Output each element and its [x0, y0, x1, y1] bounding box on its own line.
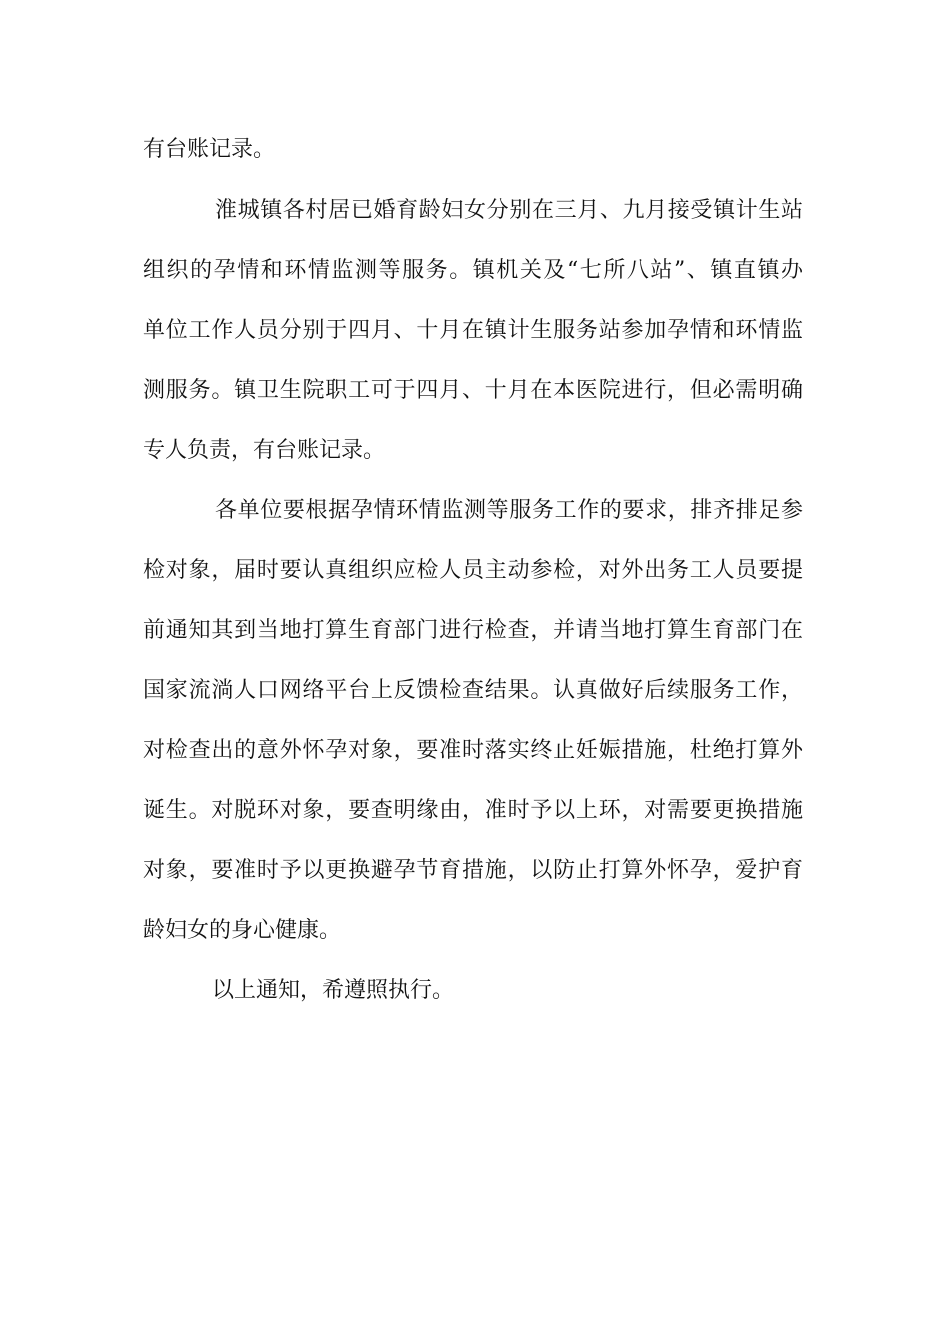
paragraph-line: 前通知其到当地打算生育部门进行检查，并请当地打算生育部门在 — [143, 618, 803, 643]
closing-line: 以上通知，希遵照执行。 — [212, 978, 455, 1003]
paragraph-line: 检对象，届时要认真组织应检人员主动参检，对外出务工人员要提 — [143, 558, 803, 583]
paragraph-line: 国家流淌人口网络平台上反馈检查结果。认真做好后续服务工作， — [143, 678, 803, 703]
paragraph-line: 对检查出的意外怀孕对象，要准时落实终止妊娠措施，杜绝打算外 — [143, 738, 803, 763]
paragraph-line: 各单位要根据孕情环情监测等服务工作的要求，排齐排足参 — [215, 498, 803, 523]
paragraph-line: 有台账记录。 — [143, 137, 276, 162]
paragraph-line: 测服务。镇卫生院职工可于四月、十月在本医院进行，但必需明确 — [143, 378, 803, 403]
paragraph-line: 专人负责，有台账记录。 — [143, 438, 386, 463]
paragraph-line: 组织的孕情和环情监测等服务。镇机关及“七所八站”、镇直镇办 — [143, 258, 803, 283]
paragraph-line: 单位工作人员分别于四月、十月在镇计生服务站参加孕情和环情监 — [143, 318, 803, 343]
paragraph-line: 淮城镇各村居已婚育龄妇女分别在三月、九月接受镇计生站 — [215, 198, 803, 223]
paragraph-line: 诞生。对脱环对象，要查明缘由，准时予以上环，对需要更换措施 — [143, 798, 803, 823]
paragraph-line: 龄妇女的身心健康。 — [143, 918, 342, 943]
paragraph-line: 对象，要准时予以更换避孕节育措施，以防止打算外怀孕，爱护育 — [143, 858, 803, 883]
